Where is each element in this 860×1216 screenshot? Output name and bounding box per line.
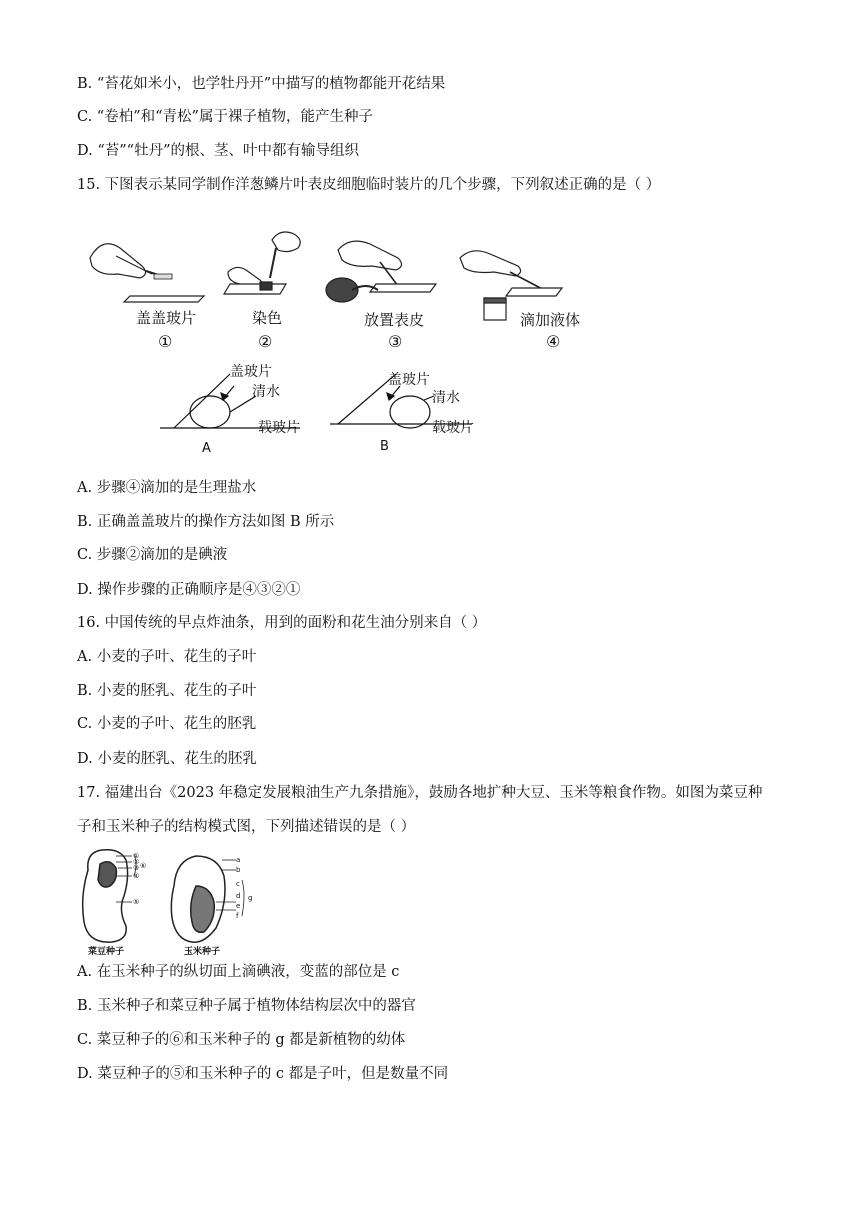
step-2-label: 染色 <box>252 309 283 327</box>
step-1-number: ① <box>158 332 173 351</box>
step-2-number: ② <box>258 332 273 351</box>
q17-option-d: D. 菜豆种子的⑤和玉米种子的 c 都是子叶，但是数量不同 <box>77 1066 449 1082</box>
diagram-b-slide-label: 载玻片 <box>432 420 474 436</box>
q15-steps-figure <box>80 226 581 458</box>
bean-label-2: ② <box>133 858 140 866</box>
q17-stem-line-2: 子和玉米种子的结构模式图，下列描述错误的是（ ） <box>77 819 416 835</box>
q16-option-d: D. 小麦的胚乳、花生的胚乳 <box>77 751 257 767</box>
diagram-a-slide-label: 载玻片 <box>258 420 300 436</box>
bean-seed-drawing <box>83 850 136 942</box>
bean-label-1: ① <box>133 852 140 860</box>
step-3-number: ③ <box>388 332 403 351</box>
bean-seed-caption: 菜豆种子 <box>88 947 125 957</box>
q17-option-b: B. 玉米种子和菜豆种子属于植物体结构层次中的器官 <box>77 998 416 1014</box>
corn-label-c: c <box>236 880 240 888</box>
corn-label-a: a <box>236 856 241 864</box>
corn-seed-labels <box>236 856 252 920</box>
step-place-epidermis-illustration <box>326 241 436 302</box>
corn-seed-drawing <box>171 856 244 942</box>
corn-label-d: d <box>236 892 241 900</box>
q15-stem: 15. 下图表示某同学制作洋葱鳞片叶表皮细胞临时装片的几个步骤，下列叙述正确的是（ ） <box>77 177 661 193</box>
q17-option-a: A. 在玉米种子的纵切面上滴碘液，变蓝的部位是 c <box>77 964 400 980</box>
bean-label-4: ④ <box>133 872 140 880</box>
diagram-b-water-label: 清水 <box>432 390 460 406</box>
corn-label-e: e <box>236 902 241 910</box>
step-cover-slip-illustration <box>90 244 204 302</box>
q15-option-a: A. 步骤④滴加的是生理盐水 <box>77 480 257 496</box>
q14-option-d: D. “苔”“牡丹”的根、茎、叶中都有输导组织 <box>77 143 359 159</box>
bean-label-5: ⑤ <box>133 898 140 906</box>
q15-option-c: C. 步骤②滴加的是碘液 <box>77 547 228 563</box>
q16-stem: 16. 中国传统的早点炸油条，用到的面粉和花生油分别来自（ ） <box>77 615 487 631</box>
q14-option-c: C. “卷柏”和“青松”属于裸子植物，能产生种子 <box>77 109 373 125</box>
diagram-a-water-label: 清水 <box>252 384 280 400</box>
diagram-b-cover-label: 盖玻片 <box>388 372 430 388</box>
bean-seed-labels <box>133 852 146 906</box>
bean-label-3: ③ <box>133 864 140 872</box>
diagram-b-letter: B <box>380 439 389 454</box>
step-drop-liquid-illustration <box>460 251 562 320</box>
q17-stem-line-1: 17. 福建出台《2023 年稳定发展粮油生产九条措施》，鼓励各地扩种大豆、玉米等粮食作物。如图为菜豆种 <box>77 785 763 801</box>
diagram-a-cover-label: 盖玻片 <box>230 364 272 380</box>
q16-option-b: B. 小麦的胚乳、花生的子叶 <box>77 683 257 699</box>
corn-seed-caption: 玉米种子 <box>184 947 221 957</box>
step-1-label: 盖盖玻片 <box>136 309 197 327</box>
step-3-label: 放置表皮 <box>364 311 425 329</box>
q16-option-c: C. 小麦的子叶、花生的胚乳 <box>77 716 257 732</box>
step-4-label: 滴加液体 <box>520 311 581 329</box>
step-staining-illustration <box>224 232 300 294</box>
corn-label-g: g <box>248 894 253 902</box>
step-4-number: ④ <box>546 332 561 351</box>
diagram-a-letter: A <box>202 441 211 456</box>
q15-option-b: B. 正确盖盖玻片的操作方法如图 B 所示 <box>77 514 335 530</box>
bean-label-6: ⑥ <box>140 862 147 870</box>
q14-option-b: B. “苔花如米小，也学牡丹开”中描写的植物都能开花结果 <box>77 76 446 92</box>
corn-label-b: b <box>236 866 241 874</box>
q17-option-c: C. 菜豆种子的⑥和玉米种子的 g 都是新植物的幼体 <box>77 1032 406 1048</box>
q16-option-a: A. 小麦的子叶、花生的子叶 <box>77 649 257 665</box>
corn-label-f: f <box>236 912 239 920</box>
q15-option-d: D. 操作步骤的正确顺序是④③②① <box>77 582 301 598</box>
seed-structure-figure <box>76 846 266 956</box>
